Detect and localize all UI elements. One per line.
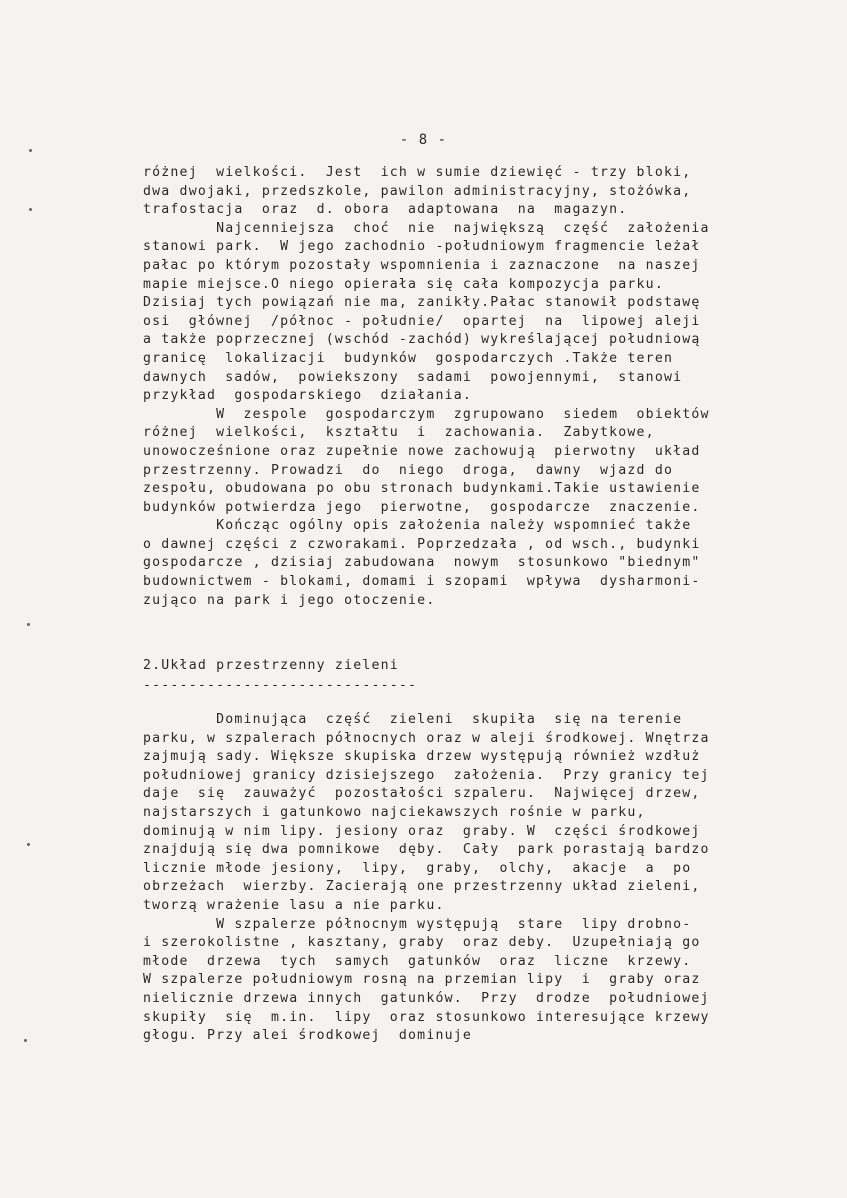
text-line: południowej granicy dzisiejszego założenia. Przy granicy tej [143,767,710,783]
text-line: nielicznie drzewa innych gatunków. Przy drodze południowej [143,990,710,1006]
punch-hole-mark [29,208,32,211]
text-line: Dzisiaj tych powiązań nie ma, zanikły.Pałac stanowił podstawę [143,295,701,311]
text-line: najstarszych i gatunkowo najciekawszych rośnie w parku, [143,804,646,820]
text-line: różnej wielkości. Jest ich w sumie dziewięć - trzy bloki, [143,165,692,180]
text-line: o dawnej części z czworakami. Poprzedzała , od wsch., budynki [143,536,701,552]
text-line: zująco na park i jego otoczenie. [143,592,436,608]
punch-hole-mark [29,149,32,152]
text-line: przestrzenny. Prowadzi do niego droga, dawny wjazd do [143,462,674,478]
text-line: znajdują się dwa pomnikowe dęby. Cały park porastają bardzo [143,842,710,858]
text-line: trafostacja oraz d. obora adaptowana na magazyn. [143,202,628,218]
text-line: licznie młode jesiony, lipy, graby, olchy, akacje a po [143,860,692,876]
text-line: osi głównej /północ - południe/ opartej na lipowej aleji [143,313,701,329]
text-line: W zespole gospodarczym zgrupowano siedem obiektów [143,406,710,422]
punch-hole-mark [27,843,30,846]
text-line: stanowi park. W jego zachodnio -południowym fragmencie leżał [143,239,701,255]
text-line: dawnych sadów, powiekszony sadami powojennymi, stanowi [143,369,683,385]
text-line: Dominująca część zieleni skupiła się na terenie [143,712,683,727]
text-line: skupiły się m.in. lipy oraz stosunkowo interesujące krzewy [143,1009,710,1025]
text-line: gospodarcze , dzisiaj zabudowana nowym stosunkowo "biednym" [143,555,701,571]
page-number: - 8 - [399,132,448,148]
text-line: daje się zauważyć pozostałości szpaleru. Najwięcej drzew, [143,786,701,802]
text-line: głogu. Przy alei środkowej dominuje [143,1028,473,1044]
text-line: budownictwem - blokami, domami i szopami wpływa dysharmoni- [143,574,701,590]
text-line: i szerokolistne , kasztany, graby oraz deby. Uzupełniają go [143,935,701,951]
text-line: a także poprzecznej (wschód -zachód) wykreślającej południową [143,332,701,348]
text-line: dwa dwojaki, przedszkole, pawilon administracyjny, stożówka, [143,183,692,199]
text-line: W szpalerze północnym występują stare lipy drobno- [143,916,692,932]
text-line: unowocześnione oraz zupełnie nowe zachowują pierwotny układ [143,443,701,459]
section-1-text [143,164,775,610]
text-line: Najcenniejsza choć nie największą część założenia [143,220,710,236]
text-line: parku, w szpalerach północnych oraz w aleji środkowej. Wnętrza [143,730,710,746]
text-line: młode drzewa tych samych gatunków oraz liczne krzewy. [143,953,692,969]
text-line: przykład gospodarskiego działania. [143,388,473,404]
text-line: Kończąc ogólny opis założenia należy wspomnieć także [143,518,692,534]
text-line: obrzeżach wierzby. Zacierają one przestrzenny układ zieleni, [143,879,701,895]
text-line: pałac po którym pozostały wspomnienia i zaznaczone na naszej [143,257,701,273]
text-line: dominują w nim lipy. jesiony oraz graby. W części środkowej [143,823,701,839]
text-line: tworzą wrażenie lasu a nie parku. [143,897,445,913]
text-line: budynków potwierdza jego pierwotne, gospodarcze znaczenie. [143,499,701,515]
text-line: mapie miejsce.O niego opierała się cała kompozycja parku. [143,276,664,292]
text-line: W szpalerze południowym rosną na przemian lipy i graby oraz [143,972,701,988]
section-2-heading: 2.Układ przestrzenny zieleni [143,658,399,673]
text-line: różnej wielkości, kształtu i zachowania. Zabytkowe, [143,425,655,441]
punch-hole-mark [24,1039,27,1042]
text-line: zajmują sady. Większe skupiska drzew występują również wzdłuż [143,749,701,765]
section-2-heading-underline: ------------------------------ [143,678,418,693]
punch-hole-mark [27,623,30,626]
text-line: zespołu, obudowana po obu stronach budynkami.Takie ustawienie [143,481,701,497]
section-2-text [143,711,775,1046]
text-line: granicę lokalizacji budynków gospodarczych .Także teren [143,350,674,366]
